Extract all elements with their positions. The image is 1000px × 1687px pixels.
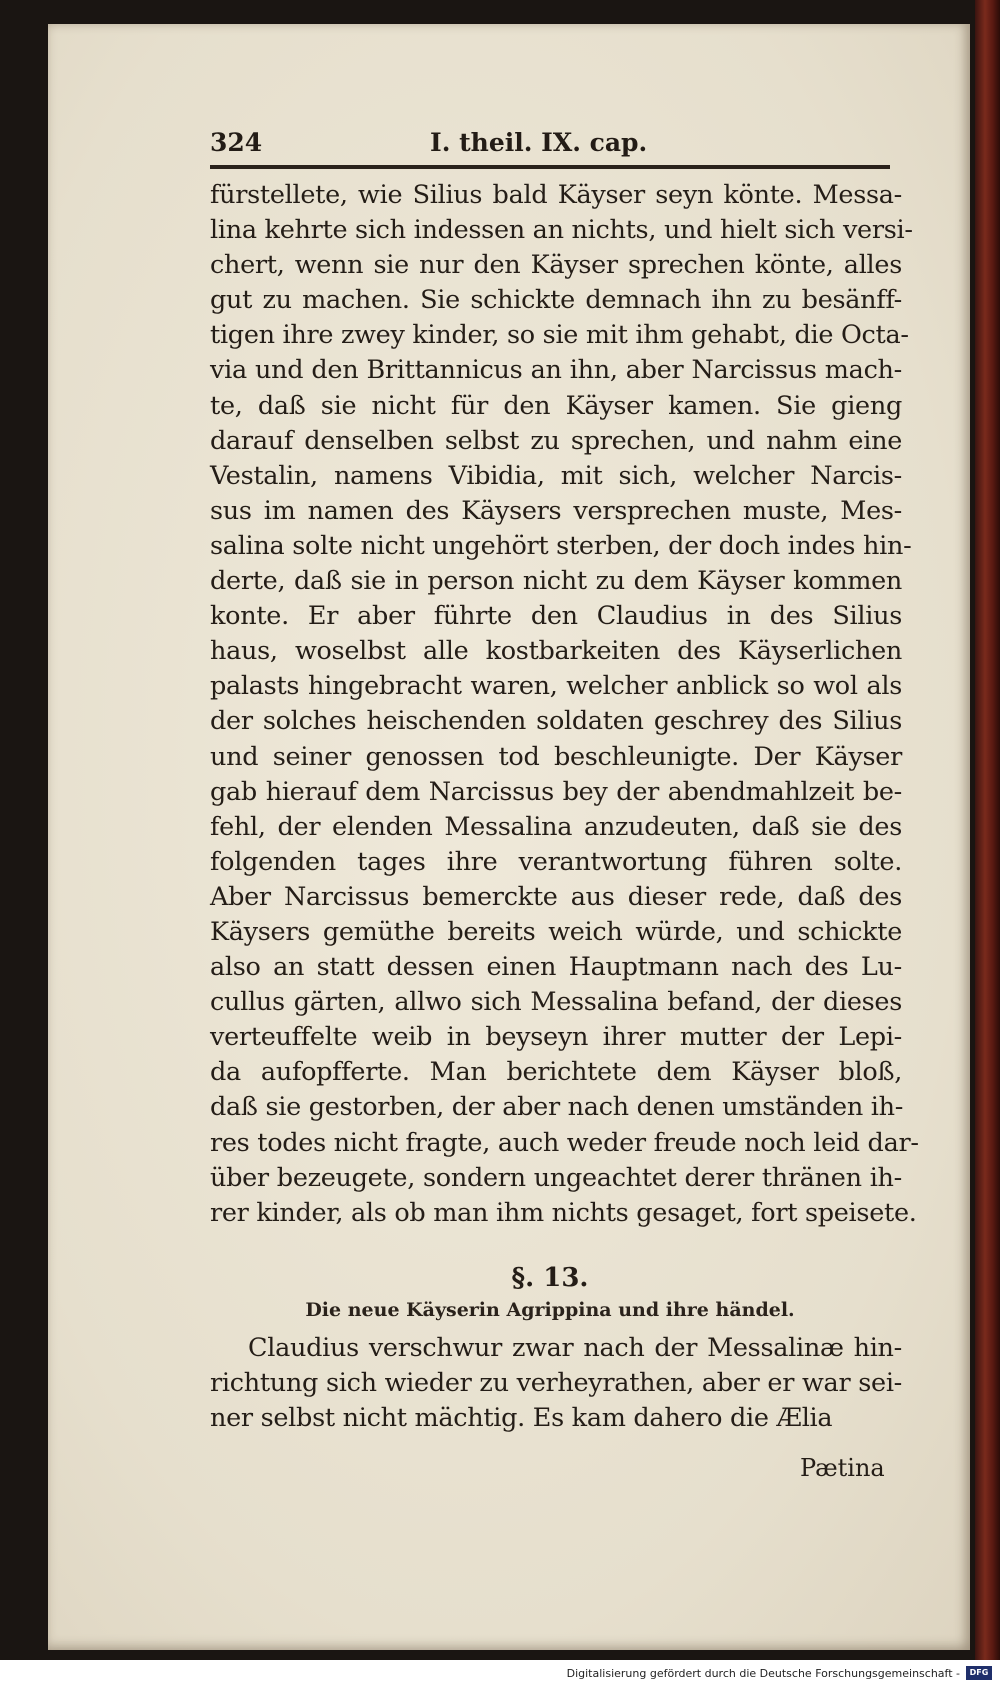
text-line: res todes nicht fragte, auch weder freude noch leid dar- — [210, 1127, 919, 1158]
text-line: verteuffelte weib in beyseyn ihrer mutter der Lepi- — [210, 1022, 902, 1053]
text-line: lina kehrte sich indessen an nichts, und hielt sich versi- — [210, 215, 913, 246]
text-line: chert, wenn sie nur den Käyser sprechen könte, alles — [210, 250, 902, 281]
text-line: ner selbst nicht mächtig. Es kam dahero die Ælia — [210, 1403, 833, 1434]
footer — [0, 1660, 1000, 1687]
text-line: über bezeugete, sondern ungeachtet derer thränen ih- — [210, 1162, 902, 1193]
text-line: fehl, der elenden Messalina anzudeuten, daß sie des — [210, 811, 902, 842]
text-line: cullus gärten, allwo sich Messalina befand, der dieses — [210, 987, 902, 1018]
text-line: rer kinder, als ob man ihm nichts gesaget, fort speisete. — [210, 1197, 917, 1228]
text-line: richtung sich wieder zu verheyrathen, aber er war sei- — [210, 1368, 902, 1399]
text-line: und seiner genossen tod beschleunigte. Der Käyser — [210, 741, 902, 772]
text-line: gab hierauf dem Narcissus bey der abendmahlzeit be- — [210, 776, 902, 807]
text-line: tigen ihre zwey kinder, so sie mit ihm gehabt, die Octa- — [210, 320, 909, 351]
text-line: Käysers gemüthe bereits weich würde, und schickte — [210, 916, 902, 947]
text-line: konte. Er aber führte den Claudius in des Silius — [210, 601, 902, 632]
text-line: daß sie gestorben, der aber nach denen umständen ih- — [210, 1092, 904, 1123]
section-number: §. 13. — [511, 1263, 589, 1293]
body-text — [210, 178, 919, 1231]
text-line: haus, woselbst alle kostbarkeiten des Käyserlichen — [210, 636, 902, 667]
book-edge — [975, 0, 1000, 1660]
section-text — [210, 1331, 902, 1436]
dfg-logo-icon: DFG — [966, 1666, 992, 1680]
text-line: te, daß sie nicht für den Käyser kamen. Sie gieng — [210, 390, 902, 421]
text-line: fürstellete, wie Silius bald Käyser seyn könte. Messa- — [210, 180, 902, 210]
text-line: Aber Narcissus bemerckte aus dieser rede, daß des — [210, 881, 902, 912]
text-line: der solches heischenden soldaten geschrey des Silius — [210, 706, 902, 737]
page-header — [210, 128, 870, 164]
text-line: via und den Brittannicus an ihn, aber Narcissus mach- — [210, 355, 902, 386]
text-line: derte, daß sie in person nicht zu dem Käyser kommen — [210, 566, 902, 597]
text-line: darauf denselben selbst zu sprechen, und nahm eine — [210, 425, 902, 456]
header-rule — [210, 165, 890, 169]
text-line: salina solte nicht ungehört sterben, der doch indes hin- — [210, 530, 912, 561]
text-line: palasts hingebracht waren, welcher anblick so wol als — [210, 671, 902, 702]
text-line: Claudius verschwur zwar nach der Messalinæ hin- — [248, 1333, 902, 1363]
text-line: folgenden tages ihre verantwortung führen solte. — [210, 846, 902, 877]
text-line: sus im namen des Käysers versprechen muste, Mes- — [210, 495, 902, 526]
footer-credit: Digitalisierung gefördert durch die Deutsche Forschungsgemeinschaft - — [566, 1667, 960, 1680]
page-number: 324 — [210, 128, 263, 157]
text-line: da aufopfferte. Man berichtete dem Käyser bloß, — [210, 1057, 902, 1088]
catchword: Pætina — [800, 1454, 885, 1482]
text-line: also an statt dessen einen Hauptmann nach des Lu- — [210, 952, 902, 983]
text-line: Vestalin, namens Vibidia, mit sich, welcher Narcis- — [210, 460, 902, 491]
running-title: I. theil. IX. cap. — [430, 128, 648, 157]
section-title: Die neue Käyserin Agrippina und ihre händel. — [305, 1299, 795, 1321]
text-line: gut zu machen. Sie schickte demnach ihn zu besänff- — [210, 285, 902, 316]
